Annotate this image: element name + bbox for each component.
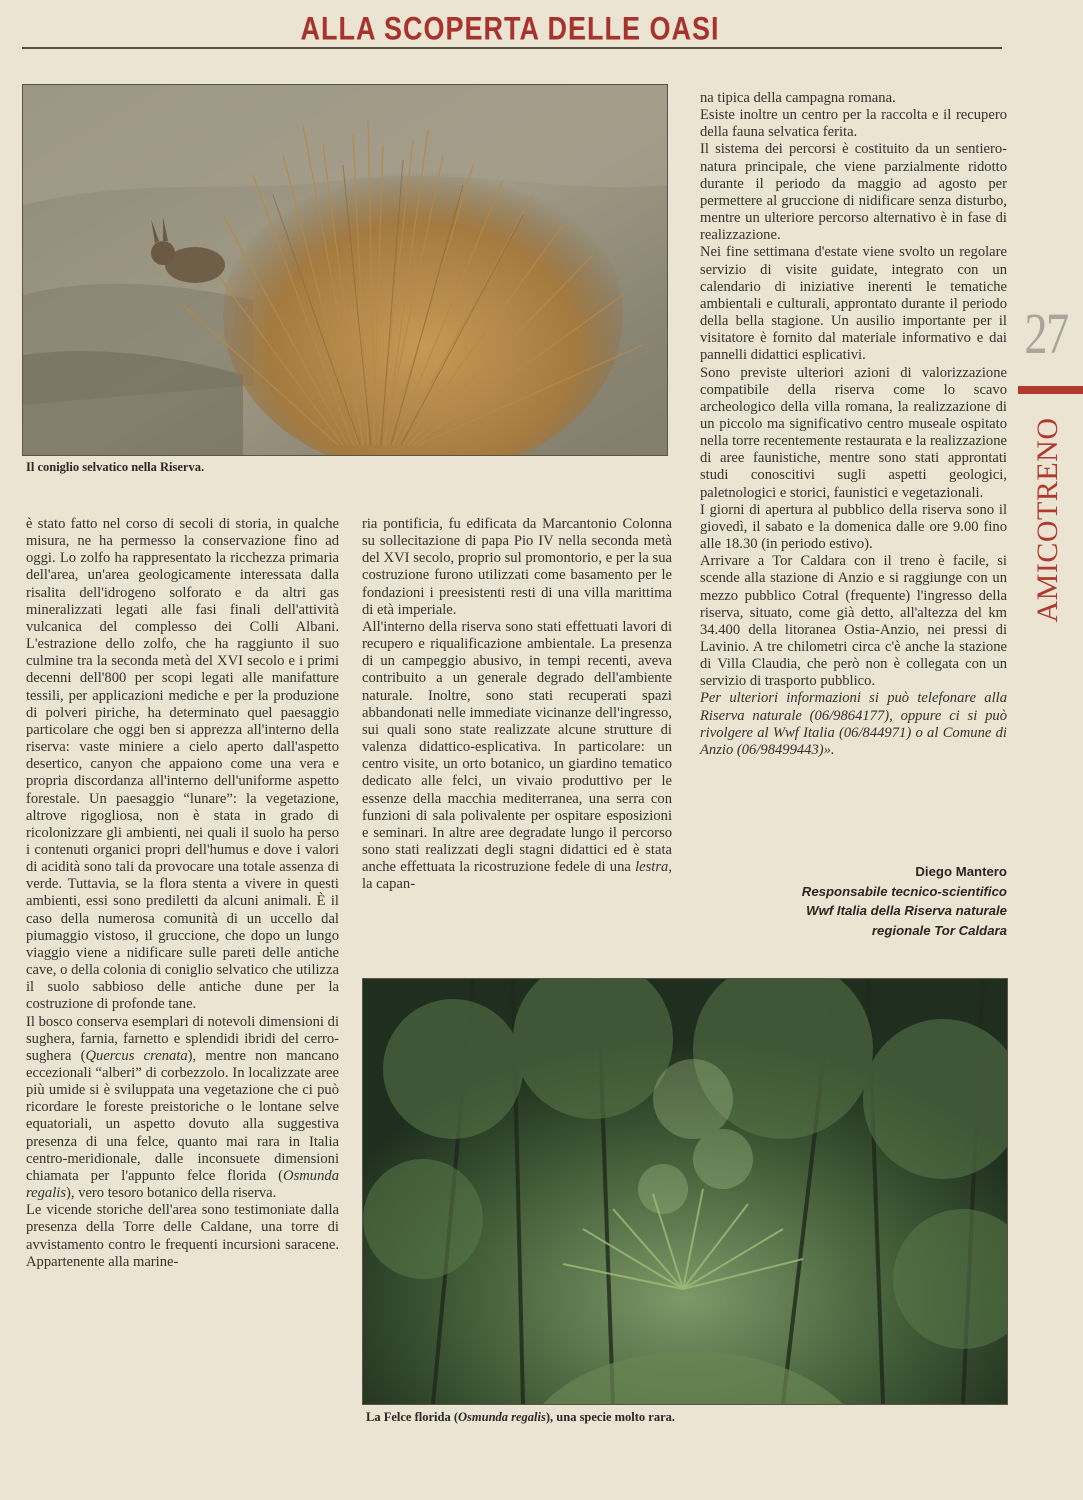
fern-caption: La Felce florida (Osmunda regalis), una specie molto rara. [366, 1410, 676, 1424]
rabbit-caption: Il coniglio selvatico nella Riserva. [26, 460, 205, 474]
paragraph: è stato fatto nel corso di secoli di storia, in qualche misura, ne ha permesso la conservazione fino ad oggi. Lo zolfo ha rappresentato la ricchezza primaria dell'area, un'area geologicamente interessata dalla risalita dell'idrogeno solforato e da altri gas mineralizzati legati alle fasi finali dell'attività vulcanica del complesso dei Colli Albani. L'estrazione dello zolfo, che ha raggiunto il suo culmine tra la seconda metà del XVI secolo e i primi decenni dell'800 per scopi legati alle manifatture tessili, per applicazioni mediche e per la produzione di polveri piriche, ha determinato quel paesaggio particolare che oggi ben si apprezza all'interno della riserva: vaste miniere a cielo aperto dall'aspetto desertico, canyon che appaiono come una vera e propria discordanza all'interno dell'uniforme aspetto forestale. Un paesaggio “lunare”: la vegetazione, altrove rigogliosa, non è stata in grado di ricolonizzare gli ambienti, nei quali il suolo ha perso i contenuti organici propri dell'humus e dove i valori di acidità sono tali da provocare una totale assenza di verde. Tuttavia, se la flora stenta a vivere in questi ambienti, essi sono prediletti da alcuni animali. È il caso della numerosa comunità di un uccello dal piumaggio vistoso, il gruccione, che dopo un lungo viaggio viene a nidificare sulle pareti delle antiche cave, o della colonia di coniglio selvatico che utilizza il suolo sabbioso delle antiche dune per la costruzione di profonde tane. [26, 516, 339, 1013]
paragraph: Arrivare a Tor Caldara con il treno è facile, si scende alla stazione di Anzio e si raggiunge con un mezzo pubblico Cotral (frequente) l'ingresso della riserva, situato, come già detto, all'altezza del km 34.400 della litoranea Ostia-Anzio, nei pressi di Lavinio. A tre chilometri circa c'è anche la stazione di Villa Claudia, che però non è collegata con un servizio di trasporto pubblico. [700, 553, 1007, 690]
paragraph: Nei fine settimana d'estate viene svolto un regolare servizio di visite guidate, integrato con un calendario di iniziative inerenti le tematiche ambientali e culturali, approntato durante il periodo della bella stagione. Un ausilio importante per il visitatore è fornito dal materiale informativo e dai pannelli didattici esplicativi. [700, 244, 1007, 364]
fern-photo [362, 978, 1008, 1405]
paragraph: Il bosco conserva esemplari di notevoli dimensioni di sughera, farnia, farnetto e splendidi ibridi del cerro-sughera (Quercus crenata), mentre non mancano eccezionali “alberi” di corbezzolo. In localizzate aree più umide si è sviluppata una vegetazione che ci può ricordare le foreste preistoriche o le lontane selve equatoriali, un aspetto dovuto alla suggestiva presenza di una felce, quanto mai rara in Italia centro-meridionale, dalle inconsuete dimensioni chiamata per l'appunto felce florida (Osmunda regalis), vero tesoro botanico della riserva. [26, 1013, 339, 1202]
paragraph: Esiste inoltre un centro per la raccolta e il recupero della fauna selvatica ferita. [700, 107, 1007, 141]
page-number: 27 [1024, 301, 1068, 366]
paragraph: Sono previste ulteriori azioni di valorizzazione compatibile della riserva come lo scavo archeologico della villa romana, la realizzazione di un piccolo ma significativo centro museale ospitato nella torre recentemente restaurata e la realizzazione di aree faunistiche, mentre sono stati approntati studi conoscitivi sugli aspetti geologici, paletnologici e storici, faunistici e vegetazionali. [700, 364, 1007, 501]
magazine-label: AMICOTRENO [1031, 417, 1064, 623]
article-column-1 [26, 516, 339, 1271]
author-name: Diego Mantero [915, 864, 1007, 879]
paragraph: All'interno della riserva sono stati effettuati lavori di recupero e riqualificazione ambientale. La presenza di un campeggio abusivo, in tempi recenti, aveva contribuito a un generale degrado dell'ambiente naturale. Inoltre, sono stati recuperati spazi abbandonati nelle immediate vicinanze dell'ingresso, sui quali sono state realizzate alcune strutture di valenza didattico-esplicativa. In particolare: un centro visite, un orto botanico, un giardino tematico dedicato alle felci, un vivaio produttivo per le essenze della macchia mediterranea, una serra con funzioni di sala polivalente per ospitare esposizioni e seminari. In altre aree degradate lungo il percorso sono stati realizzati degli stagni didattici ed è stata anche effettuata la ricostruzione fedele di una lestra, la capan- [362, 618, 672, 893]
paragraph: Le vicende storiche dell'area sono testimoniate dalla presenza della Torre delle Caldane, una torre di avvistamento contro le frequenti incursioni saracene. Appartenente alla marine- [26, 1202, 339, 1270]
article-column-3 [700, 90, 1007, 759]
header-divider [22, 47, 1002, 49]
paragraph: I giorni di apertura al pubblico della riserva sono il giovedì, il sabato e la domenica dalle ore 9.00 fino alle 18.30 (in periodo estivo). [700, 501, 1007, 553]
paragraph: Per ulteriori informazioni si può telefonare alla Riserva naturale (06/9864177), oppure ci si può rivolgere al Wwf Italia (06/844971) o al Comune di Anzio (06/98499443)». [700, 690, 1007, 758]
author-role: Wwf Italia della Riserva naturale [806, 903, 1007, 918]
author-role: Responsabile tecnico-scientifico [801, 883, 1007, 899]
paragraph: Il sistema dei percorsi è costituito da un sentiero-natura principale, che viene parzialmente ridotto durante il periodo da maggio ad agosto per permettere al gruccione di nidificare senza disturbo, mentre un ulteriore percorso alternativo è in fase di realizzazione. [700, 141, 1007, 244]
author-role: regionale Tor Caldara [871, 922, 1007, 938]
section-title: ALLA SCOPERTA DELLE OASI [300, 10, 720, 47]
paragraph: ria pontificia, fu edificata da Marcantonio Colonna su sollecitazione di papa Pio IV nella seconda metà del XVI secolo, proprio sul promontorio, e per la sua costruzione furono utilizzati come basamento per le fondazioni i preesistenti resti di una villa marittima di età imperiale. [362, 516, 672, 618]
author-signature [802, 862, 1007, 940]
sidebar-accent-bar [1018, 386, 1083, 394]
rabbit-photo [22, 84, 668, 456]
paragraph: na tipica della campagna romana. [700, 90, 896, 106]
article-column-2 [362, 516, 672, 893]
